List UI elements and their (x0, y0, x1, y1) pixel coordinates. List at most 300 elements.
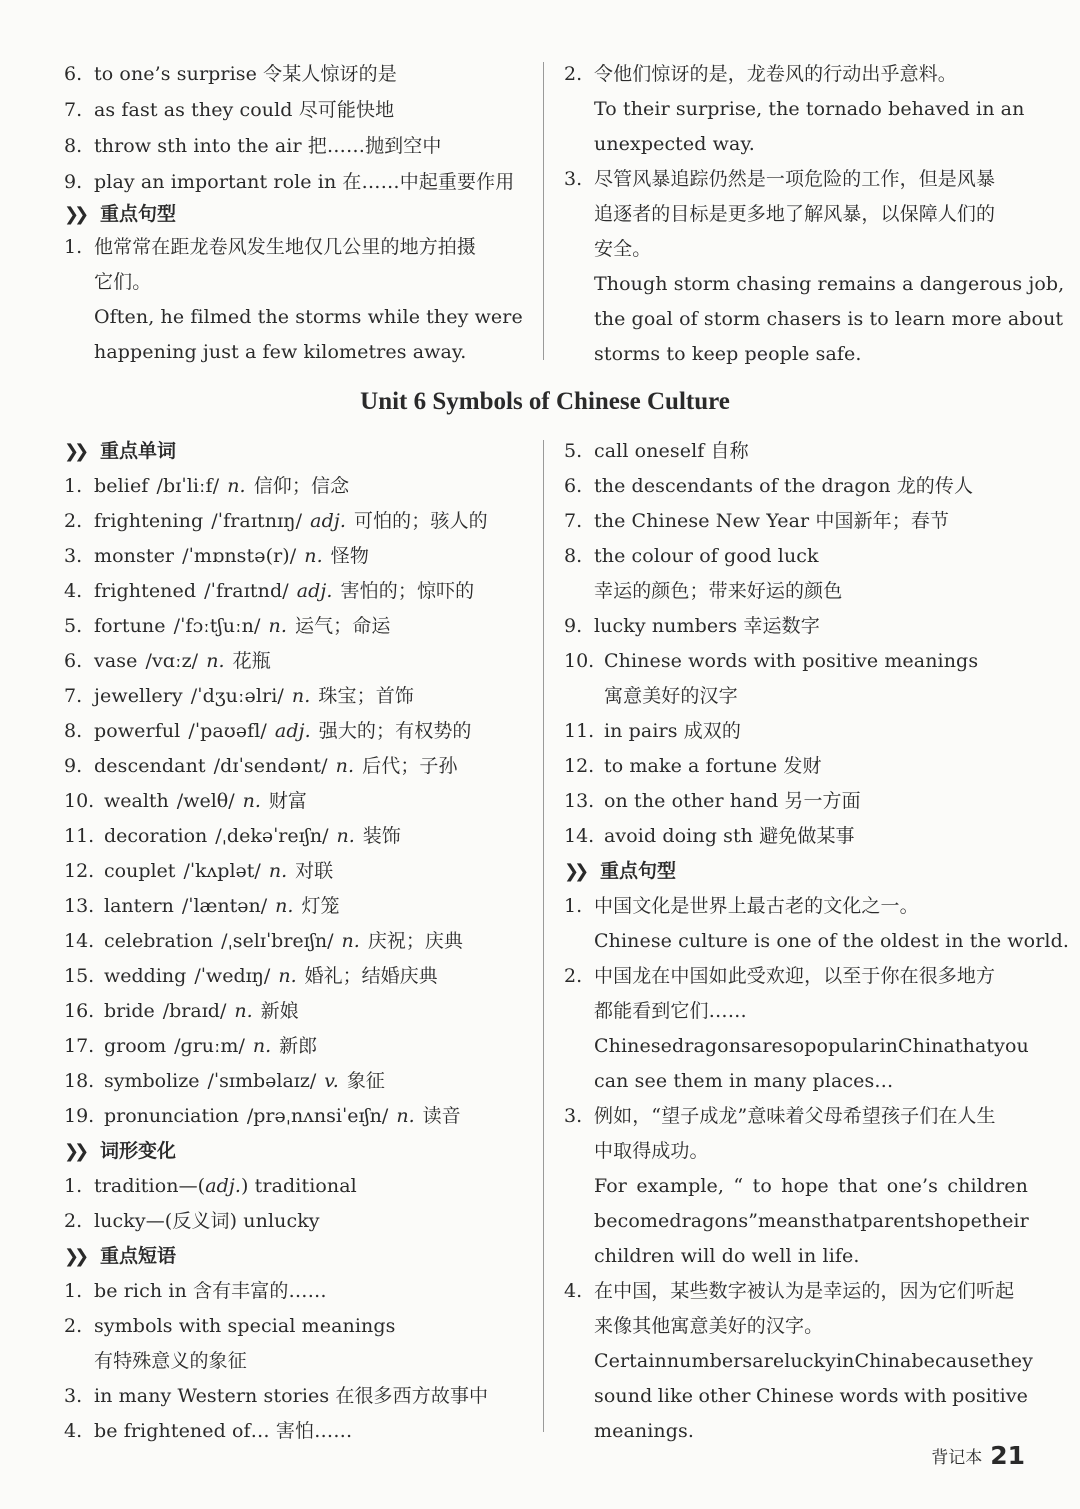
phrase-text: play an important role in 在……中起重要作用 (94, 171, 515, 193)
word: lucky (784, 1350, 836, 1372)
word-form-item (64, 1171, 526, 1201)
phrase-item-text: 有特殊意义的象征 (94, 1350, 247, 1372)
sentence-item (564, 1066, 1028, 1096)
double-chevron-icon: ❯❯ (564, 861, 585, 882)
sentence-item (64, 267, 526, 297)
sentence-item (564, 1136, 1028, 1166)
word-pos: n. (242, 790, 261, 812)
word-item (64, 1031, 526, 1061)
word-num: 18. (64, 1070, 95, 1092)
word-ipa: /ɡruːm/ (174, 1035, 245, 1057)
word-meaning: 读音 (422, 1105, 461, 1127)
word-pos: n. (396, 1105, 415, 1127)
word-ipa: /ˈmɒnstə(r)/ (182, 545, 297, 567)
word-text: wedding (104, 965, 187, 987)
phrase-item-text: lucky numbers 幸运数字 (594, 615, 820, 637)
word-ipa: /ˌdekəˈreɪʃn/ (215, 825, 329, 847)
word-meaning: 可怕的；骇人的 (353, 510, 488, 532)
word: with (904, 1385, 947, 1407)
phrase-item (564, 506, 1028, 536)
word-item (64, 786, 526, 816)
sentence-item (564, 1031, 1028, 1061)
sentence-item-num: 1. (564, 895, 583, 917)
phrase-item-num: 11. (564, 720, 595, 742)
word: so (782, 1035, 805, 1057)
word-num: 16. (64, 1000, 95, 1022)
word-entry (94, 646, 271, 676)
word-text: vase (94, 650, 138, 672)
word-entry (94, 681, 414, 711)
word-item (64, 646, 526, 676)
sentence-item (564, 94, 1028, 124)
word-text: decoration (104, 825, 208, 847)
sentence-item (564, 1101, 1028, 1131)
sentence-item-num: 2. (564, 965, 583, 987)
word-entry (104, 1101, 461, 1131)
word: become (594, 1210, 670, 1232)
word-item (64, 856, 526, 886)
word-num: 4. (64, 580, 83, 602)
word: Chinese (594, 1035, 673, 1057)
phrase-item-text: be rich in 含有丰富的…… (94, 1280, 327, 1302)
word-entry (94, 471, 349, 501)
word-meaning: 珠宝；首饰 (318, 685, 414, 707)
word-entry (94, 751, 458, 781)
double-chevron-icon: ❯❯ (64, 204, 85, 225)
phrase-item-text: in many Western stories 在很多西方故事中 (94, 1385, 489, 1407)
word-pos: adj. (296, 580, 333, 602)
word-pos: n. (336, 825, 355, 847)
phrase-item (564, 751, 1028, 781)
word: dragons (672, 1035, 751, 1057)
word-text: fortune (94, 615, 166, 637)
word-item (64, 1101, 526, 1131)
key-sentences-heading (64, 199, 176, 230)
phrase-item (564, 576, 1028, 606)
word-text: couplet (104, 860, 176, 882)
phrase-text: throw sth into the air 把……抛到空中 (94, 135, 442, 157)
sentence-item (564, 1311, 1028, 1341)
word: because (911, 1350, 991, 1372)
word-pos: n. (335, 755, 355, 777)
phrase-item (64, 1346, 526, 1376)
word-item (64, 541, 526, 571)
phrase-item-text: the Chinese New Year 中国新年；春节 (594, 510, 950, 532)
sentence-item-text: happening just a few kilometres away. (94, 341, 467, 363)
unit-title: Unit 6 Symbols of Chinese Culture (360, 388, 730, 415)
word: dragons” (669, 1210, 759, 1232)
word: means (758, 1210, 822, 1232)
phrase-num: 9. (64, 171, 83, 193)
key-sentences-heading (564, 856, 676, 887)
sentence-item-text: Often, he filmed the storms while they were (94, 306, 523, 328)
word-item (64, 1066, 526, 1096)
phrase-item-text: 幸运的颜色；带来好运的颜色 (594, 580, 843, 602)
word-meaning: 新郎 (279, 1035, 318, 1057)
sentence-item (564, 961, 1028, 991)
phrase-item-num: 1. (64, 1280, 83, 1302)
word-meaning: 信仰；信念 (253, 475, 350, 497)
word: Certain (594, 1350, 667, 1372)
page-number: 21 (990, 1441, 1025, 1470)
word-text: monster (94, 545, 175, 567)
phrase-item-text: Chinese words with positive meanings (604, 650, 979, 672)
sentence-item-text: Though storm chasing remains a dangerous job, (594, 273, 1065, 295)
sentence-item (564, 199, 1028, 229)
word: to (752, 1175, 772, 1197)
sentence-item (564, 1381, 1028, 1411)
phrase-item-num: 12. (564, 755, 595, 777)
phrase-item (564, 436, 1028, 466)
sentence-item-text: 令他们惊讶的是，龙卷风的行动出乎意料。 (594, 63, 957, 85)
word-meaning: 花瓶 (232, 650, 271, 672)
word: their (982, 1210, 1029, 1232)
word-pos: n. (275, 895, 294, 917)
sentence-item (64, 302, 526, 332)
sentence-item-text: 尽管风暴追踪仍然是一项危险的工作，但是风暴 (594, 168, 996, 190)
word-text: wealth (104, 790, 169, 812)
word-entry (104, 1066, 385, 1096)
word: that (821, 1210, 861, 1232)
double-chevron-icon: ❯❯ (64, 1246, 85, 1267)
sentence-item-text: unexpected way. (594, 133, 755, 155)
word-item (64, 821, 526, 851)
word-pos: adj. (310, 510, 346, 532)
word-ipa: /vɑːz/ (145, 650, 199, 672)
word-text: powerful (94, 720, 181, 742)
word-num: 17. (64, 1035, 95, 1057)
sentence-item-num: 1. (64, 236, 83, 258)
word-entry (104, 786, 307, 816)
phrase-item-num: 13. (564, 790, 595, 812)
word-text: descendant (94, 755, 206, 777)
word: they (990, 1350, 1033, 1372)
word-form-text (94, 1171, 357, 1201)
word-ipa: /ˈfɔːtʃuːn/ (173, 615, 261, 637)
word-pos: n. (341, 930, 360, 952)
sentence-item-text (594, 1101, 1028, 1131)
word: like (657, 1385, 694, 1407)
word-ipa: /dɪˈsendənt/ (213, 755, 328, 777)
word: in (835, 1350, 855, 1372)
word-pos: n. (234, 1000, 253, 1022)
word-forms-heading-text: 词形变化 (100, 1140, 177, 1162)
word-form-text (94, 1206, 320, 1236)
word-meaning: 害怕的；惊吓的 (340, 580, 475, 602)
word-meaning: 庆祝；庆典 (367, 930, 463, 952)
sentence-item-text: Chinese culture is one of the oldest in the world. (594, 930, 1069, 952)
phrase-item (64, 131, 526, 161)
word: For (594, 1175, 627, 1197)
key-sentences-heading-text: 重点句型 (600, 860, 677, 882)
word: other (698, 1385, 751, 1407)
sentence-item-text: 中国文化是世界上最古老的文化之一。 (594, 895, 919, 917)
sentence-item (64, 337, 526, 367)
word-text: belief (94, 475, 149, 497)
sentence-item (564, 234, 1028, 264)
word-ipa: /ˈfraɪtnd/ (204, 580, 289, 602)
word: hope (934, 1210, 982, 1232)
word-ipa: /ˈsɪmbəlaɪz/ (207, 1070, 317, 1092)
phrase-item-text: call oneself 自称 (594, 440, 749, 462)
word: are (750, 1035, 783, 1057)
word-meaning: 象征 (346, 1070, 385, 1092)
word: you (994, 1035, 1029, 1057)
word-entry (94, 611, 390, 641)
word-entry (104, 961, 438, 991)
word-item (64, 576, 526, 606)
word-num: 1. (64, 475, 83, 497)
word-entry (94, 716, 472, 746)
column-divider-top (543, 62, 544, 360)
phrase-text: as fast as they could 尽可能快地 (94, 99, 395, 121)
double-chevron-icon: ❯❯ (64, 1141, 85, 1162)
word-entry (104, 891, 339, 921)
phrase-num: 8. (64, 135, 83, 157)
word-text: celebration (104, 930, 214, 952)
word-text: bride (104, 1000, 155, 1022)
phrase-item-text: 寓意美好的汉字 (604, 685, 738, 707)
phrase-num: 6. (64, 63, 83, 85)
sentence-item (564, 996, 1028, 1026)
word-ipa: /bɪˈliːf/ (156, 475, 220, 497)
word-form-post: ) traditional (241, 1175, 357, 1197)
word-num: 8. (64, 720, 83, 742)
word-ipa: /ˈlæntən/ (181, 895, 268, 917)
word-pos: n. (291, 685, 311, 707)
word-form-num: 2. (64, 1210, 83, 1232)
word-form-num: 1. (64, 1175, 83, 1197)
phrase-item (64, 167, 526, 197)
word-pos: n. (268, 860, 288, 882)
phrase-item (564, 821, 1028, 851)
word-entry (104, 821, 401, 851)
word-ipa: /ˌselɪˈbreɪʃn/ (221, 930, 334, 952)
phrase-item-num: 5. (564, 440, 583, 462)
word-meaning: 灯笼 (301, 895, 340, 917)
word-num: 14. (64, 930, 95, 952)
word-entry (94, 541, 369, 571)
word-meaning: 婚礼；结婚庆典 (304, 965, 438, 987)
word-num: 7. (64, 685, 83, 707)
word-num: 5. (64, 615, 83, 637)
word-pos: v. (324, 1070, 339, 1092)
word-item (64, 751, 526, 781)
word-meaning: 装饰 (362, 825, 401, 847)
phrase-item-num: 6. (564, 475, 583, 497)
word-text: frightening (94, 510, 204, 532)
phrase-item-num: 14. (564, 825, 595, 847)
word-item (64, 996, 526, 1026)
sentence-item-num: 2. (564, 63, 583, 85)
word-num: 3. (64, 545, 83, 567)
word: popular (804, 1035, 880, 1057)
phrase-item-text: avoid doing sth 避免做某事 (604, 825, 855, 847)
page-footer (931, 1441, 1025, 1470)
word-ipa: /braɪd/ (162, 1000, 227, 1022)
sentence-item-text: 安全。 (594, 238, 652, 260)
sentence-item-text: 它们。 (94, 271, 152, 293)
phrase-item (564, 716, 1028, 746)
word-item (64, 611, 526, 641)
word: 中国龙在中国如此受欢迎，以至于你在很多地方 (594, 965, 996, 987)
phrase-item-text: in pairs 成双的 (604, 720, 741, 742)
word-pos: n. (227, 475, 246, 497)
sentence-item-text: children will do well in life. (594, 1245, 860, 1267)
sentence-item-text (594, 1276, 1028, 1306)
sentence-item (564, 304, 1064, 334)
sentence-item-text: To their surprise, the tornado behaved in an (594, 98, 1025, 120)
word-ipa: /ˈpaʊəfl/ (188, 720, 267, 742)
key-phrases-heading-text: 重点短语 (100, 1245, 177, 1267)
sentence-item-text (594, 1171, 1028, 1201)
word-num: 9. (64, 755, 83, 777)
word: positive (952, 1385, 1028, 1407)
sentence-item (564, 1171, 1028, 1201)
sentence-item-text (594, 961, 1028, 991)
word-item (64, 716, 526, 746)
word: one’s (886, 1175, 939, 1197)
word-num: 6. (64, 650, 83, 672)
phrase-item (64, 1416, 526, 1446)
word-item (64, 471, 526, 501)
phrase-item-num: 9. (564, 615, 583, 637)
word: 在中国，某些数字被认为是幸运的，因为它们听起 (594, 1280, 1015, 1302)
word: numbers (666, 1350, 753, 1372)
phrase-item-num: 7. (564, 510, 583, 532)
word-ipa: /ˈfraɪtnɪŋ/ (211, 510, 303, 532)
word-item (64, 681, 526, 711)
word: sound (594, 1385, 653, 1407)
word-form-item (64, 1206, 526, 1236)
word-pos: n. (268, 615, 287, 637)
sentence-item (564, 926, 1069, 956)
key-phrases-heading (64, 1241, 176, 1272)
word-num: 19. (64, 1105, 95, 1127)
word-meaning: 财富 (268, 790, 307, 812)
sentence-item-num: 4. (564, 1280, 583, 1302)
word: children (947, 1175, 1028, 1197)
word-item (64, 506, 526, 536)
phrase-item (564, 786, 1028, 816)
sentence-item-text: storms to keep people safe. (594, 343, 862, 365)
sentence-item-num: 3. (564, 168, 583, 190)
word: are (752, 1350, 785, 1372)
word-num: 12. (64, 860, 95, 882)
word-pos: n. (278, 965, 297, 987)
word-entry (104, 996, 299, 1026)
sentence-item (564, 1346, 1033, 1376)
word: China (854, 1350, 912, 1372)
word-num: 13. (64, 895, 95, 917)
sentence-item (564, 891, 1028, 921)
phrase-item (564, 611, 1028, 641)
word-meaning: 后代；子孙 (362, 755, 458, 777)
word: example, (636, 1175, 724, 1197)
phrase-item-text: the descendants of the dragon 龙的传人 (594, 475, 974, 497)
word-meaning: 运气；命运 (294, 615, 391, 637)
phrase-item-num: 4. (64, 1420, 83, 1442)
word-entry (94, 576, 474, 606)
word-num: 15. (64, 965, 95, 987)
sentence-item-text: 追逐者的目标是更多地了解风暴，以保障人们的 (594, 203, 996, 225)
sentence-item (564, 269, 1065, 299)
sentence-item (564, 1241, 1028, 1271)
word-meaning: 新娘 (260, 1000, 299, 1022)
word-ipa: /ˈwedɪŋ/ (194, 965, 271, 987)
sentence-item-num: 3. (564, 1105, 583, 1127)
word-pos: n. (206, 650, 225, 672)
phrase-item (64, 59, 526, 89)
word-pos: n. (304, 545, 323, 567)
word-text: symbolize (104, 1070, 200, 1092)
word: “ (733, 1175, 744, 1197)
word-item (64, 961, 526, 991)
word-num: 2. (64, 510, 83, 532)
sentence-item-text: 都能看到它们…… (594, 1000, 747, 1022)
phrase-item-text: symbols with special meanings (94, 1315, 396, 1337)
sentence-item-text: meanings. (594, 1420, 694, 1442)
word: parents (860, 1210, 935, 1232)
word-ipa: /welθ/ (176, 790, 235, 812)
word: in (879, 1035, 898, 1057)
phrase-item (64, 1381, 526, 1411)
word-num: 11. (64, 825, 95, 847)
word-ipa: /ˈkʌplət/ (183, 860, 261, 882)
sentence-item-text (594, 1206, 1028, 1236)
sentence-item-text: 他常常在距龙卷风发生地仅几公里的地方拍摄 (94, 236, 477, 258)
phrase-item-num: 10. (564, 650, 595, 672)
phrase-item (564, 646, 1028, 676)
word: Chinese (756, 1385, 835, 1407)
word-entry (94, 506, 488, 536)
word-meaning: 对联 (295, 860, 334, 882)
word-entry (104, 926, 463, 956)
sentence-item-text (594, 1381, 1028, 1411)
key-sentences-heading-text: 重点句型 (100, 203, 177, 225)
word: hope (781, 1175, 829, 1197)
word: that (838, 1175, 878, 1197)
word-text: groom (104, 1035, 167, 1057)
sentence-item (564, 164, 1028, 194)
phrase-item (564, 541, 1028, 571)
phrase-item-text: be frightened of… 害怕…… (94, 1420, 353, 1442)
phrase-item (64, 1311, 526, 1341)
sentence-item (564, 1206, 1028, 1236)
phrase-item (64, 1276, 526, 1306)
word-entry (104, 856, 333, 886)
phrase-item (564, 681, 1028, 711)
word-text: pronunciation (104, 1105, 239, 1127)
word-ipa: /ˈdʒuːəlri/ (190, 685, 284, 707)
phrase-item-num: 8. (564, 545, 583, 567)
word-pos: n. (252, 1035, 272, 1057)
phrase-item-text: on the other hand 另一方面 (604, 790, 861, 812)
phrase-item (64, 95, 526, 125)
word-text: frightened (94, 580, 197, 602)
phrase-num: 7. (64, 99, 83, 121)
double-chevron-icon: ❯❯ (64, 441, 85, 462)
sentence-item (64, 232, 526, 262)
phrase-item-text: the colour of good luck (594, 545, 819, 567)
sentence-item (564, 1276, 1028, 1306)
sentence-item (564, 129, 1028, 159)
column-divider-bottom (543, 440, 544, 1432)
word: that (954, 1035, 995, 1057)
word-entry (104, 1031, 317, 1061)
phrase-item-text: to make a fortune 发财 (604, 755, 822, 777)
word-meaning: 强大的；有权势的 (318, 720, 472, 742)
